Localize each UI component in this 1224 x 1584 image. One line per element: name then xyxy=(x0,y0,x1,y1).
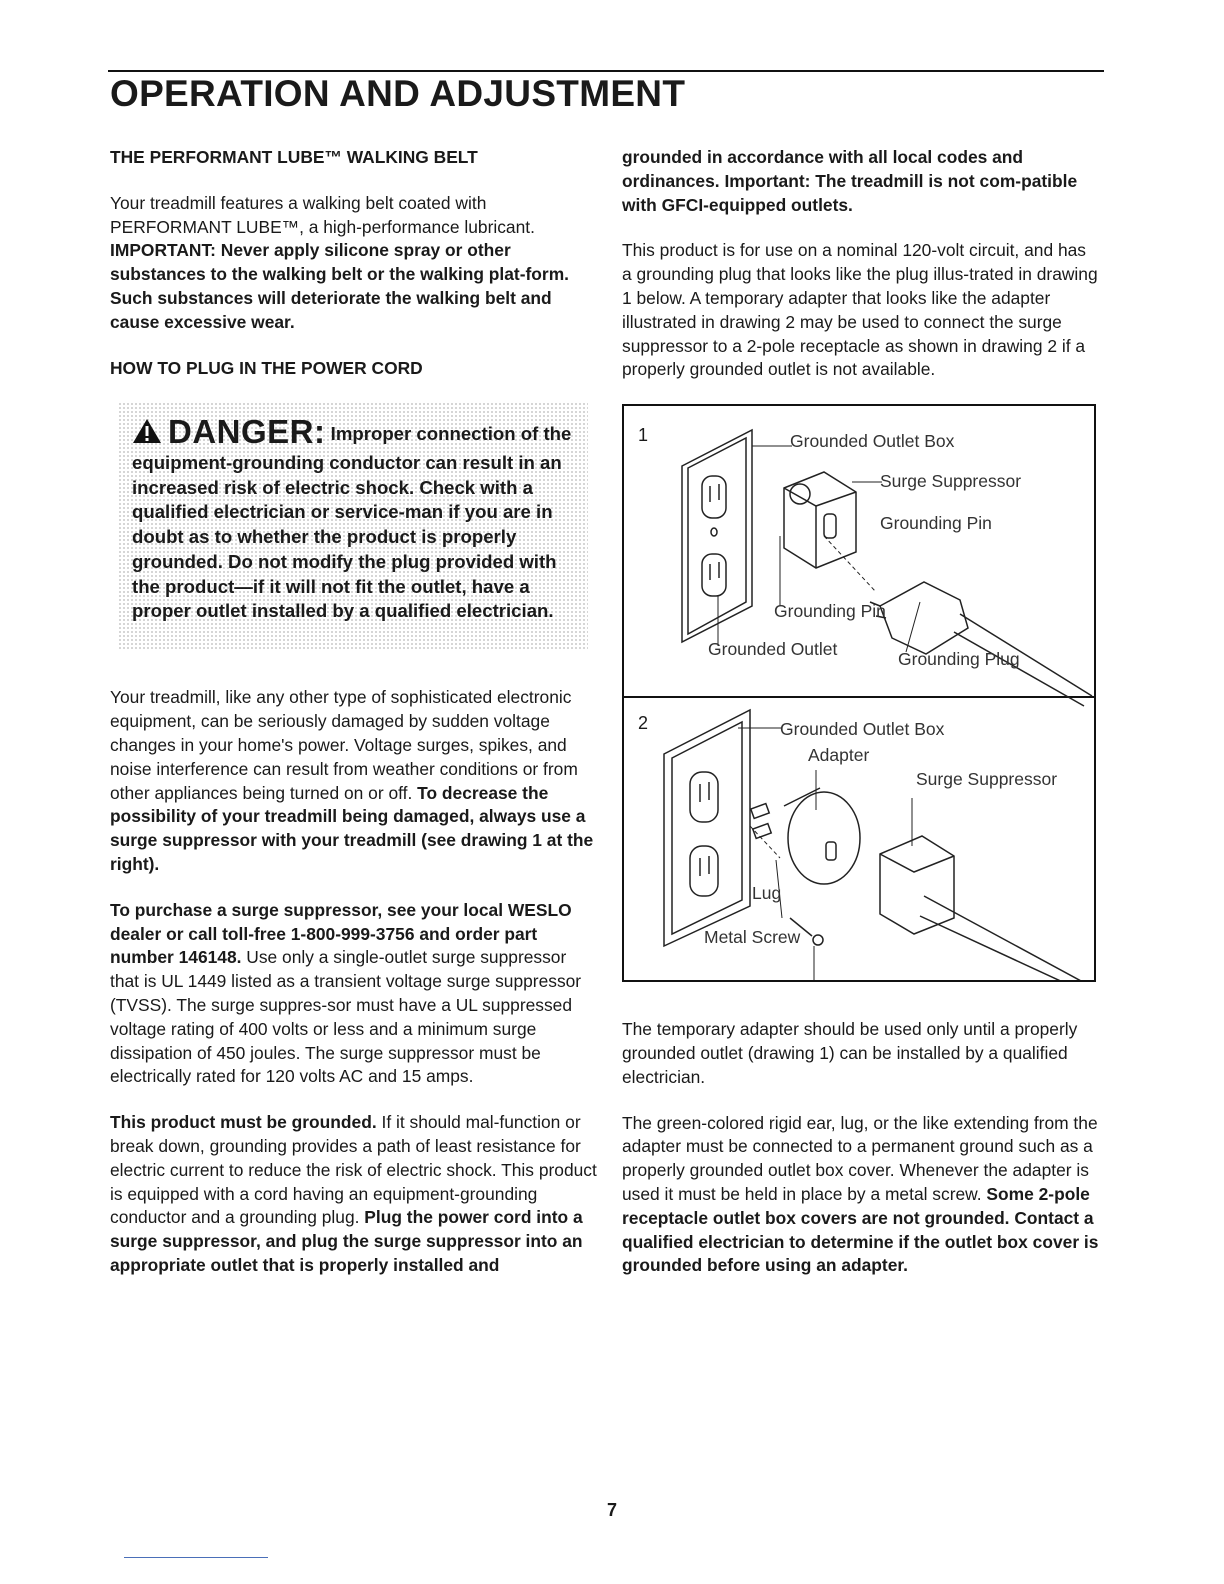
paragraph-surge xyxy=(110,686,598,876)
figure1-label-surge: Surge Suppressor xyxy=(880,471,1022,492)
warning-triangle-icon xyxy=(132,418,162,451)
heading-walking-belt: THE PERFORMANT LUBE™ WALKING BELT xyxy=(110,147,478,167)
paragraph-purchase-bold: To purchase a surge suppressor, see your local WESLO dealer or call toll-free 1-800-999-3756 and order part number 146148. xyxy=(110,899,572,968)
danger-label: DANGER: xyxy=(168,413,326,451)
figure1-label-outlet-box: Grounded Outlet Box xyxy=(790,431,955,452)
figure1-label-pin-bottom: Grounding Pin xyxy=(774,601,886,622)
page-number: 7 xyxy=(606,1500,617,1520)
paragraph-circuit: This product is for use on a nominal 120-volt circuit, and has a grounding plug that looks like the plug illus-trated in drawing 1 below. A temporary adapter that looks like the adapter illustrated in drawing 2 may be used to connect the surge suppressor to a 2-pole receptacle as shown in drawing 2 if a properly grounded outlet is not available. xyxy=(622,240,1098,380)
paragraph-walking-belt xyxy=(110,192,598,335)
page-title: OPERATION AND ADJUSTMENT xyxy=(110,73,686,114)
figure-box xyxy=(622,404,1096,982)
figure1-plug-illustration xyxy=(870,582,1092,706)
figure2-surge-suppressor-illustration xyxy=(880,836,1094,980)
figure2-label-outlet-box: Grounded Outlet Box xyxy=(780,719,945,740)
figure2-adapter-illustration xyxy=(751,788,860,884)
figure1-label-outlet: Grounded Outlet xyxy=(708,639,838,660)
figure2-label-surge: Surge Suppressor xyxy=(916,769,1058,790)
paragraph-purchase-text: Use only a single-outlet surge suppressor that is UL 1449 listed as a transient voltage surge suppressor (TVSS). The surge suppres-sor must have a UL suppressed voltage rating of 400 volts or less and a minimum surge dissipation of 450 joules. The surge suppressor must be electrically rated for 120 volts AC and 15 amps. xyxy=(110,947,582,1087)
paragraph-codes: grounded in accordance with all local codes and ordinances. Important: The treadmill is not com-patible with GFCI-equipped outlets. xyxy=(622,147,1078,215)
figure1-label-plug: Grounding Plug xyxy=(898,649,1020,670)
figure2-outlet-illustration xyxy=(664,710,750,946)
figure2-number: 2 xyxy=(638,713,649,734)
figure1-outlet-illustration xyxy=(682,430,752,642)
figure1-surge-suppressor-illustration xyxy=(784,472,856,568)
paragraph-purchase xyxy=(110,899,598,1089)
paragraph-walking-belt-important: IMPORTANT: Never apply silicone spray or other substances to the walking belt or the walking plat-form. Such substances will deteriorate the walking belt and cause excessive wear. xyxy=(110,240,569,332)
right-column xyxy=(622,146,1100,1300)
paragraph-green-ear-bold: Some 2-pole receptacle outlet box covers are not grounded. Contact a qualified electrician to determine if the outlet box cover is grounded before using an adapter. xyxy=(622,1183,1099,1276)
paragraph-surge-text: Your treadmill, like any other type of sophisticated electronic equipment, can be seriously damaged by sudden voltage changes in your home's power. Voltage surges, spikes, and noise interference can result from weather conditions or from other appliances being turned on or off. xyxy=(110,687,578,803)
figure1-number: 1 xyxy=(638,425,649,446)
danger-text: Improper connection of the equipment-grounding conductor can result in an increased risk of electric shock. Check with a qualified electrician or service-man if you are in doubt as to whether the product is properly grounded. Do not modify the plug provided with the product—if it will not fit the outlet, have a proper outlet installed by a qualified electrician. xyxy=(132,423,572,622)
paragraph-temporary-adapter: The temporary adapter should be used only until a properly grounded outlet (drawing 1) can be installed by a qualified electrician. xyxy=(622,1019,1078,1087)
danger-box xyxy=(118,402,588,650)
paragraph-grounded-text: If it should mal-function or break down, grounding provides a path of least resistance for electric current to reduce the risk of electric shock. This product is equipped with a cord having an equipment-grounding conductor and a grounding plug. xyxy=(110,1112,597,1228)
paragraph-green-ear-text: The green-colored rigid ear, lug, or the like extending from the adapter must be connected to a permanent ground such as a properly grounded outlet box cover. Whenever the adapter is used it must be held in place by a metal screw. xyxy=(622,1112,1098,1204)
paragraph-grounded-bold2: Plug the power cord into a surge suppressor, and plug the surge suppressor into an appropriate outlet that is properly installed and xyxy=(110,1207,583,1275)
left-column xyxy=(110,146,598,1300)
figure2-label-adapter: Adapter xyxy=(808,745,870,766)
paragraph-grounded xyxy=(110,1111,598,1278)
bottom-link-line xyxy=(124,1557,268,1558)
paragraph-grounded-bold: This product must be grounded. xyxy=(110,1112,377,1133)
heading-power-cord: HOW TO PLUG IN THE POWER CORD xyxy=(110,357,423,378)
paragraph-walking-belt-text: Your treadmill features a walking belt coated with PERFORMANT LUBE™, a high-performance lubricant. xyxy=(110,192,535,237)
figure-drawings xyxy=(624,406,1094,980)
figure2-label-lug: Lug xyxy=(752,883,782,904)
figure2-label-screw: Metal Screw xyxy=(704,927,801,948)
paragraph-surge-bold: To decrease the possibility of your treadmill being damaged, always use a surge suppressor with your treadmill (see drawing 1 at the right). xyxy=(110,782,594,874)
figure1-label-pin-right: Grounding Pin xyxy=(880,513,992,534)
paragraph-green-ear xyxy=(622,1112,1100,1279)
